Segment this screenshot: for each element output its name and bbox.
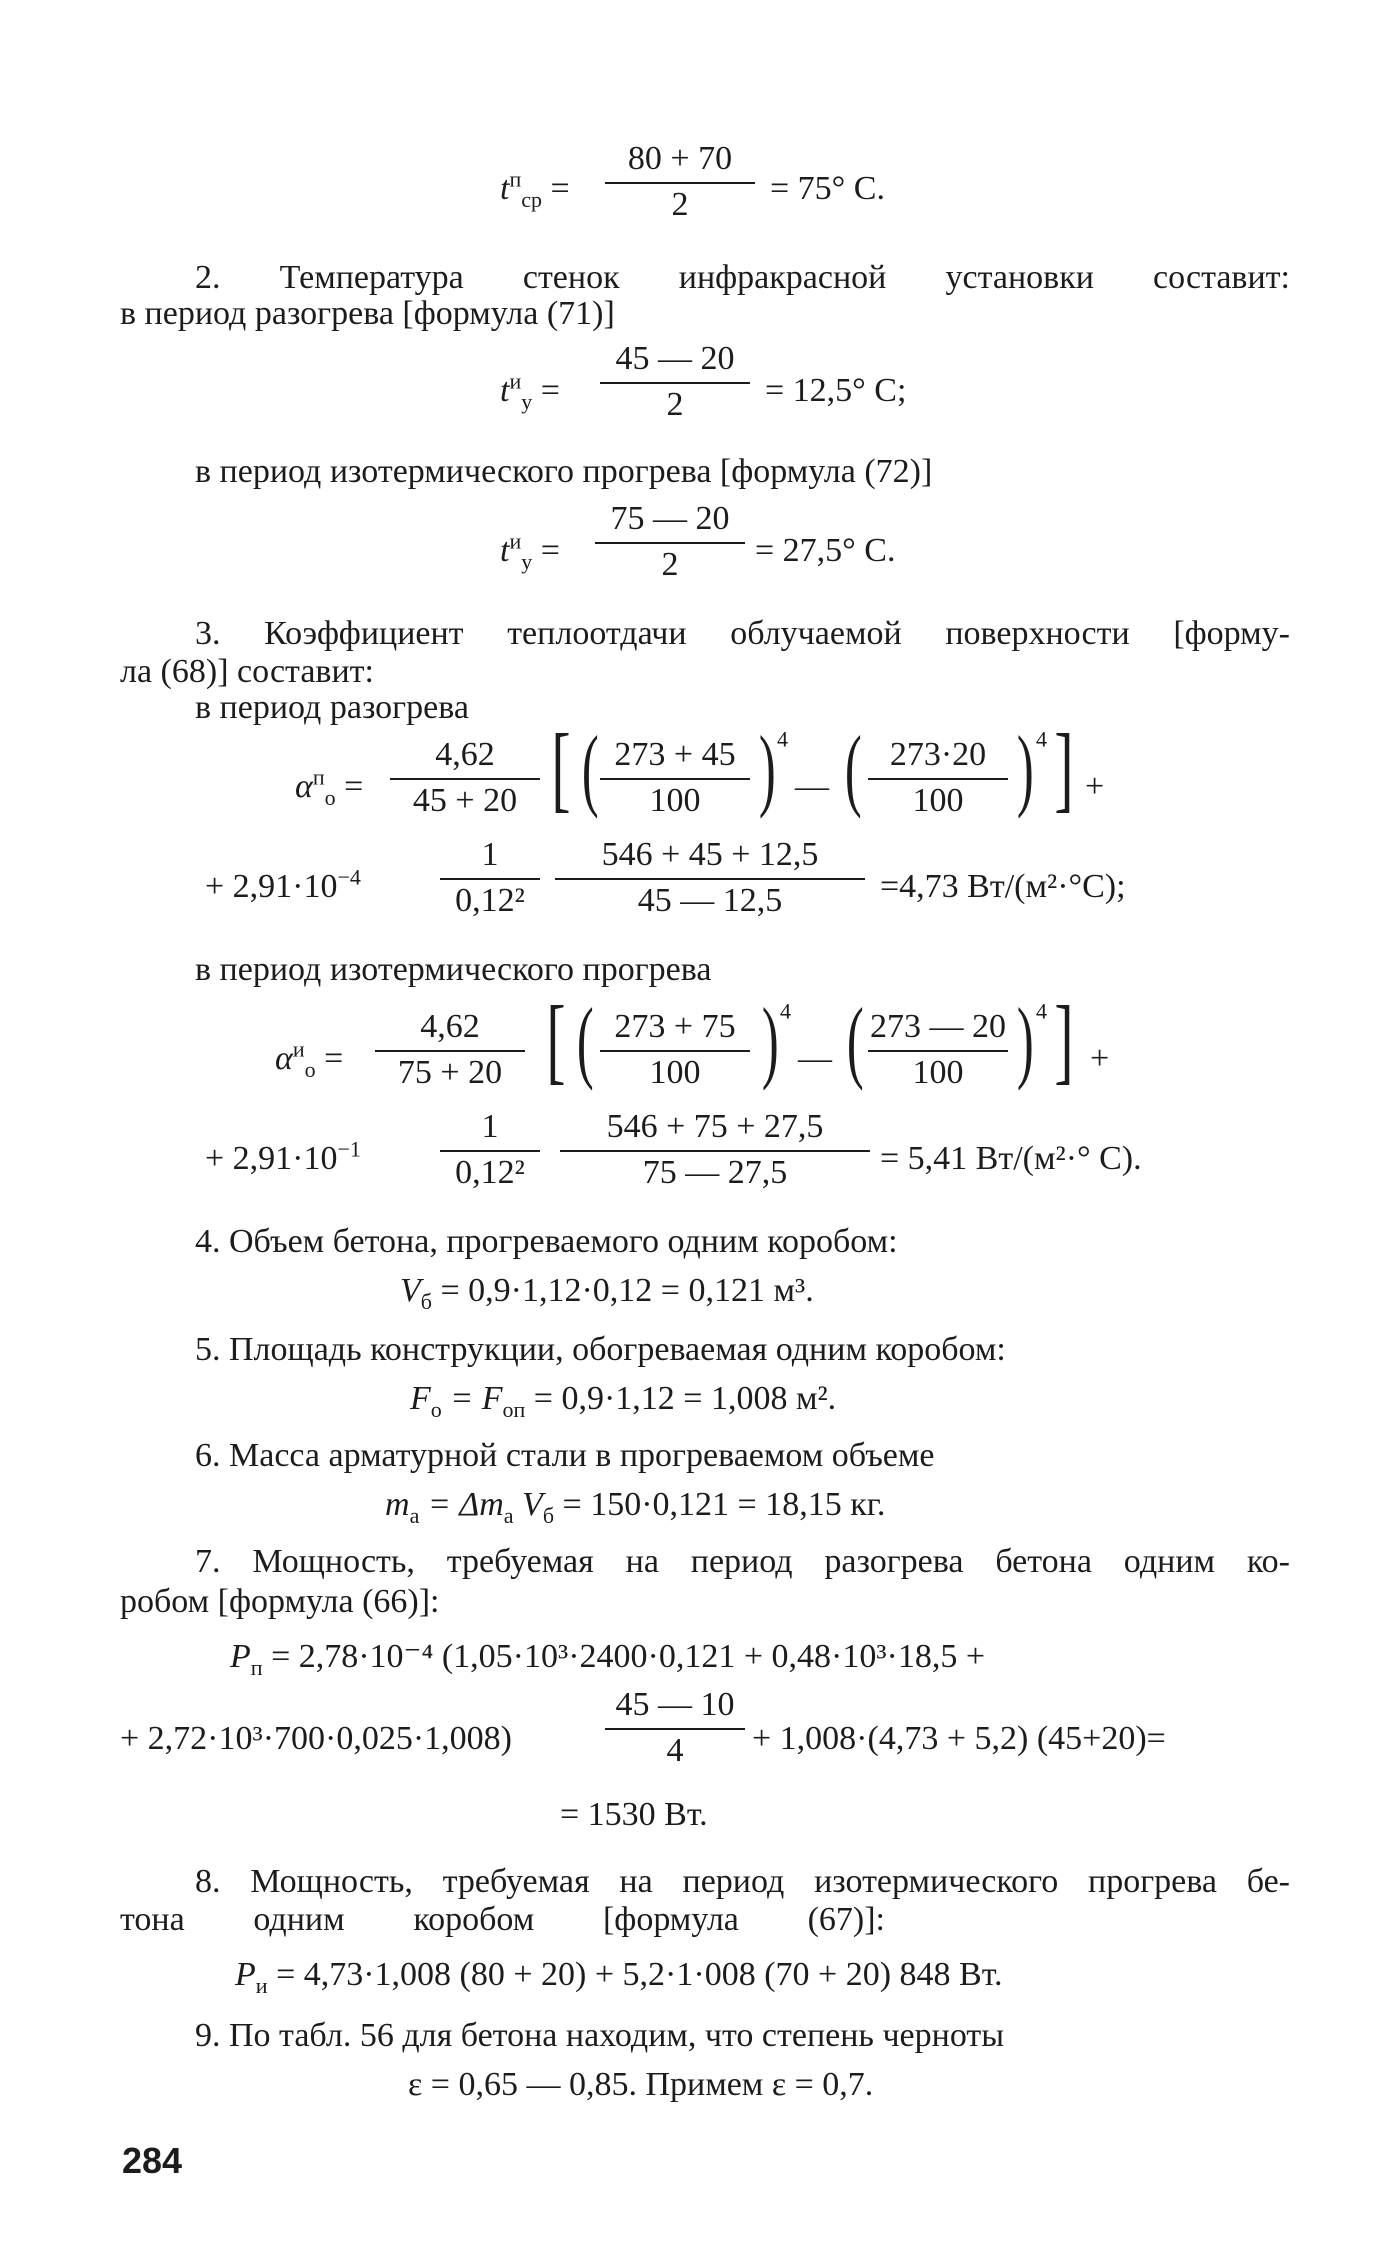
fraction: 80 + 70 2: [605, 140, 755, 224]
paragraph-line: 5. Площадь конструкции, обогреваемая одним коробом:: [195, 1331, 1006, 1368]
right-paren: ): [761, 989, 779, 1091]
formula-term: + 2,72·10³·700·0,025·1,008): [120, 1720, 512, 1757]
formula-mass: $m_а = \Delta m_а$ $V_б = 150\cdot 0,121 = 18,15$ кг.: [385, 1486, 886, 1528]
power: 4: [780, 998, 791, 1024]
page-number: 284: [122, 2140, 183, 2181]
formula-result: = 75° С.: [770, 170, 885, 207]
formula-emissivity: ε = 0,65 — 0,85. Примем ε = 0,7.: [408, 2066, 874, 2103]
right-bracket: ]: [1054, 714, 1074, 821]
formula-area: $F_о = F_{оп} = 0,9\cdot 1,12 = 1,008$ м².: [410, 1380, 837, 1422]
paragraph-line: ла (68)] составит:: [120, 653, 374, 690]
formula-result: = 27,5° С.: [755, 532, 896, 569]
fraction: 546 + 45 + 12,5 45 — 12,5: [555, 836, 865, 920]
formula-result: = 5,41 Вт/(м²·° С).: [880, 1140, 1142, 1177]
right-bracket: ]: [1054, 986, 1074, 1093]
plus-sign: +: [1085, 768, 1105, 805]
plus-sign: +: [1090, 1040, 1110, 1077]
fraction: 75 — 20 2: [595, 500, 745, 584]
paragraph-line: 2. Температура стенок инфракрасной установки составит:: [195, 259, 1290, 296]
left-bracket: [: [546, 986, 566, 1093]
paragraph-line: тона одним коробом [формула (67)]:: [120, 1901, 885, 1938]
fraction: 546 + 75 + 27,5 75 — 27,5: [560, 1108, 870, 1192]
right-paren: ): [1016, 717, 1034, 819]
formula-alpha-heating: $\alpha^п_о$ =: [295, 764, 364, 810]
paragraph-line: в период разогрева [формула (71)]: [120, 295, 615, 332]
paragraph-line: 8. Мощность, требуемая на период изотермического прогрева бе-: [195, 1863, 1290, 1900]
paragraph-line: 7. Мощность, требуемая на период разогрева бетона одним ко-: [195, 1543, 1290, 1580]
formula-power-isothermal: $P_и = 4,73\cdot 1,008$ (80 + 20) + 5,2·1·008 (70 + 20) 848 Вт.: [235, 1956, 1003, 1998]
paragraph-line: 4. Объем бетона, прогреваемого одним коробом:: [195, 1223, 898, 1260]
right-paren: ): [758, 717, 776, 819]
formula-term: + 1,008·(4,73 + 5,2) (45+20)=: [752, 1720, 1166, 1757]
fraction: 4,62 75 + 20: [375, 1008, 525, 1092]
formula-t-wall-isothermal: $t^и_у$ =: [500, 528, 560, 574]
fraction: 273 — 20 100: [870, 1008, 1006, 1091]
paragraph-line: 9. По табл. 56 для бетона находим, что степень черноты: [195, 2017, 1005, 2054]
fraction: 45 — 20 2: [600, 340, 750, 424]
paragraph-line: в период изотермического прогрева: [195, 951, 712, 988]
formula-t-wall-heating: $t^и_у$ =: [500, 368, 560, 414]
formula-result: = 12,5° С;: [765, 372, 907, 409]
fraction: 45 — 10 4: [605, 1686, 745, 1770]
power: 4: [777, 726, 788, 752]
left-paren: (: [576, 989, 594, 1091]
paragraph-line: 6. Масса арматурной стали в прогреваемом объеме: [195, 1437, 935, 1474]
formula-alpha-isothermal: $\alpha^и_о$ =: [275, 1036, 344, 1082]
left-paren: (: [581, 717, 599, 819]
formula-t-avg: $t^п_{ср}$ =: [500, 166, 570, 212]
formula-term: + $2,91\cdot 10^{-4}$: [205, 864, 361, 905]
power: 4: [1036, 726, 1047, 752]
paragraph-line: в период разогрева: [195, 689, 469, 726]
fraction: 273 + 45 100: [600, 736, 750, 820]
formula-volume: $V_б = 0,9\cdot 1,12\cdot 0,12 = 0,121$ м³.: [400, 1272, 814, 1314]
left-paren: (: [846, 989, 864, 1091]
paragraph-line: робом [формула (66)]:: [120, 1583, 440, 1620]
minus-sign: —: [798, 1040, 832, 1077]
fraction: 1 0,12²: [440, 836, 540, 920]
fraction: 273 + 75 100: [600, 1008, 750, 1092]
fraction: 4,62 45 + 20: [390, 736, 540, 820]
left-bracket: [: [551, 714, 571, 821]
fraction: 1 0,12²: [440, 1108, 540, 1192]
left-paren: (: [844, 717, 862, 819]
paragraph-line: 3. Коэффициент теплоотдачи облучаемой поверхности [форму-: [195, 615, 1290, 652]
formula-result: = 1530 Вт.: [560, 1796, 708, 1833]
formula-power-heating: $P_п = 2,78\cdot 10^{-4}$ (1,05·10³·2400·0,121 + 0,48·10³·18,5 +: [230, 1638, 986, 1680]
paragraph-line: в период изотермического прогрева [формула (72)]: [195, 453, 933, 490]
right-paren: ): [1016, 989, 1034, 1091]
power: 4: [1036, 998, 1047, 1024]
formula-result: =4,73 Вт/(м²·°С);: [880, 868, 1126, 905]
minus-sign: —: [795, 768, 829, 805]
formula-term: + $2,91\cdot 10^{-1}$: [205, 1136, 361, 1177]
fraction: 273·20 100: [868, 736, 1008, 820]
